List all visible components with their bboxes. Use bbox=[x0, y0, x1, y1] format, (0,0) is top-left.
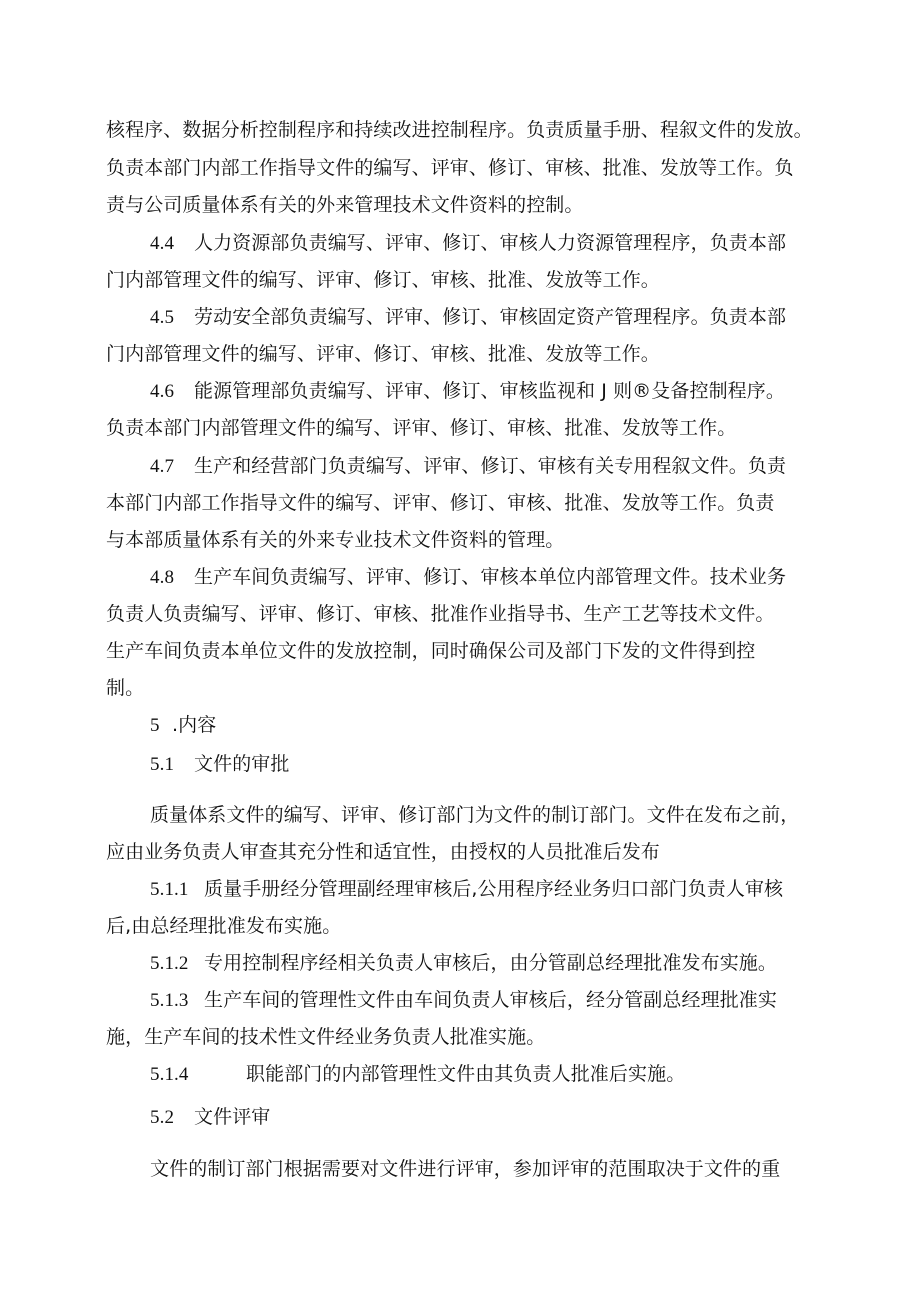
body-text-line bbox=[106, 602, 775, 626]
line-text: 应由业务负责人审查其充分性和适宜性，由授权的人员批准后发布 bbox=[106, 841, 660, 863]
clause-line-4-6 bbox=[150, 379, 785, 404]
section-heading-5 bbox=[150, 713, 216, 738]
line-text: 能源管理部负责编写、评审、修订、审核监视和 J 则®殳备控制程序。 bbox=[194, 380, 785, 402]
line-text: 劳动安全部负责编写、评审、修订、审核固定资产管理程序。负责本部 bbox=[194, 306, 787, 328]
clause-line-4-7 bbox=[150, 454, 786, 479]
line-text: 生产和经营部门负责编写、评审、修订、审核有关专用程叙文件。负责 bbox=[194, 455, 787, 477]
body-text-line bbox=[106, 156, 794, 180]
clause-line-5-1-4 bbox=[150, 1062, 685, 1087]
line-text: 质量体系文件的编写、评审、修订部门为文件的制订部门。文件在发布之前， bbox=[150, 804, 800, 826]
body-text-line bbox=[106, 416, 736, 440]
section-title: .内容 bbox=[172, 714, 217, 736]
body-text-line bbox=[150, 1157, 780, 1181]
line-text: 负责本部门内部工作指导文件的编写、评审、修订、审核、批准、发放等工作。负 bbox=[106, 157, 794, 179]
line-text: 责与公司质量体系有关的外来管理技术文件资料的控制。 bbox=[106, 194, 584, 216]
clause-line-5-1-2 bbox=[150, 951, 777, 976]
body-text-line bbox=[106, 342, 660, 366]
clause-line-4-8 bbox=[150, 565, 786, 590]
line-text: 制。 bbox=[106, 677, 145, 699]
line-text: 核程序、数据分析控制程序和持续改进控制程序。负责质量手册、程叙文件的发放。 bbox=[106, 119, 813, 141]
line-text: 门内部管理文件的编写、评审、修订、审核、批准、发放等工作。 bbox=[106, 343, 660, 365]
clause-number: 5.1.1 bbox=[150, 879, 189, 900]
body-text-line bbox=[106, 639, 755, 663]
clause-number: 5.1.3 bbox=[150, 990, 189, 1011]
clause-number: 4.4 bbox=[150, 233, 175, 254]
clause-number: 4.6 bbox=[150, 381, 175, 402]
section-number: 5.2 bbox=[150, 1107, 175, 1128]
line-text: 文件的制订部门根据需要对文件进行评审，参加评审的范围取决于文件的重 bbox=[150, 1158, 781, 1180]
body-text-line bbox=[106, 914, 341, 938]
clause-number: 4.7 bbox=[150, 456, 175, 477]
line-text: 门内部管理文件的编写、评审、修订、审核、批准、发放等工作。 bbox=[106, 269, 660, 291]
line-text: 职能部门的内部管理性文件由其负责人批准后实施。 bbox=[246, 1063, 686, 1085]
body-text-line bbox=[150, 803, 799, 827]
clause-number: 4.8 bbox=[150, 567, 175, 588]
section-number: 5 bbox=[150, 715, 160, 736]
clause-line-4-4 bbox=[150, 231, 786, 256]
line-text: 人力资源部负责编写、评审、修订、审核人力资源管理程序，负责本部 bbox=[194, 232, 787, 254]
line-text: 专用控制程序经相关负责人审核后，由分管副总经理批准发布实施。 bbox=[204, 952, 778, 974]
line-text: 负责本部门内部管理文件的编写、评审、修订、审核、批准、发放等工作。 bbox=[106, 417, 737, 439]
body-text-line bbox=[106, 840, 660, 864]
body-text-line bbox=[106, 528, 564, 552]
line-text: 与本部质量体系有关的外来专业技术文件资料的管理。 bbox=[106, 529, 565, 551]
section-number: 5.1 bbox=[150, 754, 175, 775]
body-text-line bbox=[106, 676, 144, 700]
body-text-line bbox=[106, 118, 813, 142]
clause-number: 5.1.2 bbox=[150, 953, 189, 974]
section-heading-5-2 bbox=[150, 1105, 270, 1130]
line-text: 负责人负责编写、评审、修订、审核、批准作业指导书、生产工艺等技术文件。 bbox=[106, 603, 775, 625]
line-text: 施，生产车间的技术性文件经业务负责人批准实施。 bbox=[106, 1026, 546, 1048]
clause-line-5-1-3 bbox=[150, 988, 777, 1013]
line-text: 本部门内部工作指导文件的编写、评审、修订、审核、批准、发放等工作。负责 bbox=[106, 492, 775, 514]
body-text-line bbox=[106, 193, 584, 217]
line-text: 质量手册经分管理副经理审核后,公用程序经业务归口部门负责人审核 bbox=[204, 878, 784, 900]
section-title: 文件评审 bbox=[194, 1106, 271, 1128]
line-text: 生产车间负责本单位文件的发放控制，同时确保公司及部门下发的文件得到控 bbox=[106, 640, 756, 662]
clause-line-5-1-1 bbox=[150, 877, 783, 902]
body-text-line bbox=[106, 1025, 545, 1049]
body-text-line bbox=[106, 491, 775, 515]
section-heading-5-1 bbox=[150, 752, 290, 777]
clause-line-4-5 bbox=[150, 305, 786, 330]
section-title: 文件的审批 bbox=[194, 753, 290, 775]
line-text: 生产车间负责编写、评审、修订、审核本单位内部管理文件。技术业务 bbox=[194, 566, 787, 588]
body-text-line bbox=[106, 268, 660, 292]
line-text: 后,由总经理批准发布实施。 bbox=[106, 915, 342, 937]
clause-number: 5.1.4 bbox=[150, 1064, 189, 1085]
line-text: 生产车间的管理性文件由车间负责人审核后，经分管副总经理批准实 bbox=[204, 989, 778, 1011]
clause-number: 4.5 bbox=[150, 307, 175, 328]
